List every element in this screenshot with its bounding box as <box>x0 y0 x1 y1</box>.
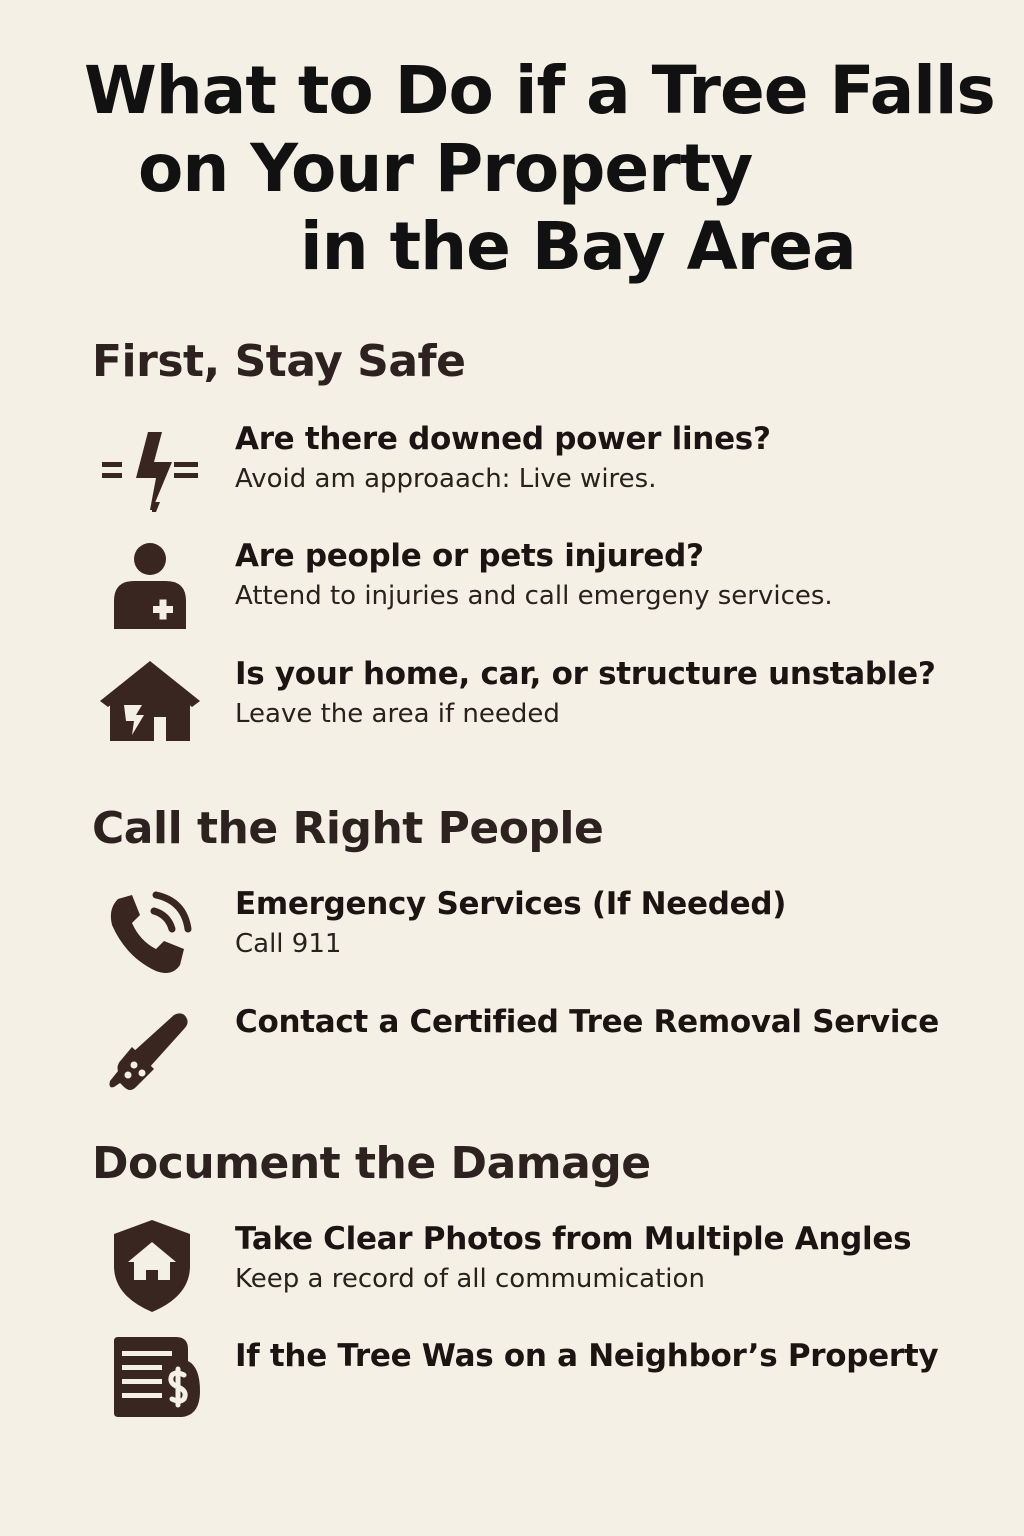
title-line-1: What to Do if a Tree Falls <box>84 52 995 129</box>
list-item-neighbor-property <box>96 1337 996 1447</box>
item-description: Keep a record of all commumication <box>235 1264 705 1294</box>
section-heading-document-damage: Document the Damage <box>92 1138 651 1189</box>
chainsaw-icon <box>96 1003 206 1103</box>
list-item-photos <box>96 1220 996 1330</box>
item-heading: Is your home, car, or structure unstable? <box>235 656 936 692</box>
title-line-2: on Your Property <box>138 130 753 207</box>
damaged-house-icon <box>96 655 206 755</box>
list-item-tree-removal <box>96 1003 996 1113</box>
title-line-3: in the Bay Area <box>300 208 856 285</box>
power-line-icon <box>96 420 206 520</box>
list-item-unstable-structure <box>96 655 996 765</box>
page-title <box>0 52 1024 286</box>
list-item-emergency-services <box>96 885 996 995</box>
item-heading: Contact a Certified Tree Removal Service <box>235 1004 939 1040</box>
house-shield-icon <box>96 1220 206 1320</box>
invoice-dollar-icon <box>96 1337 206 1437</box>
section-heading-stay-safe: First, Stay Safe <box>92 336 466 387</box>
list-item-injured <box>96 537 996 647</box>
item-heading: Emergency Services (If Needed) <box>235 886 787 922</box>
list-item-power-lines <box>96 420 996 530</box>
injured-person-icon <box>96 537 206 637</box>
item-description: Leave the area if needed <box>235 699 560 729</box>
section-heading-call-people: Call the Right People <box>92 803 604 854</box>
item-heading: Are people or pets injured? <box>235 538 704 574</box>
phone-call-icon <box>96 885 206 985</box>
item-heading: If the Tree Was on a Neighbor’s Property <box>235 1338 939 1374</box>
item-heading: Take Clear Photos from Multiple Angles <box>235 1221 912 1257</box>
item-description: Call 911 <box>235 929 342 959</box>
item-description: Avoid am approaach: Live wires. <box>235 464 657 494</box>
item-description: Attend to injuries and call emergeny services. <box>235 581 833 611</box>
item-heading: Are there downed power lines? <box>235 421 771 457</box>
